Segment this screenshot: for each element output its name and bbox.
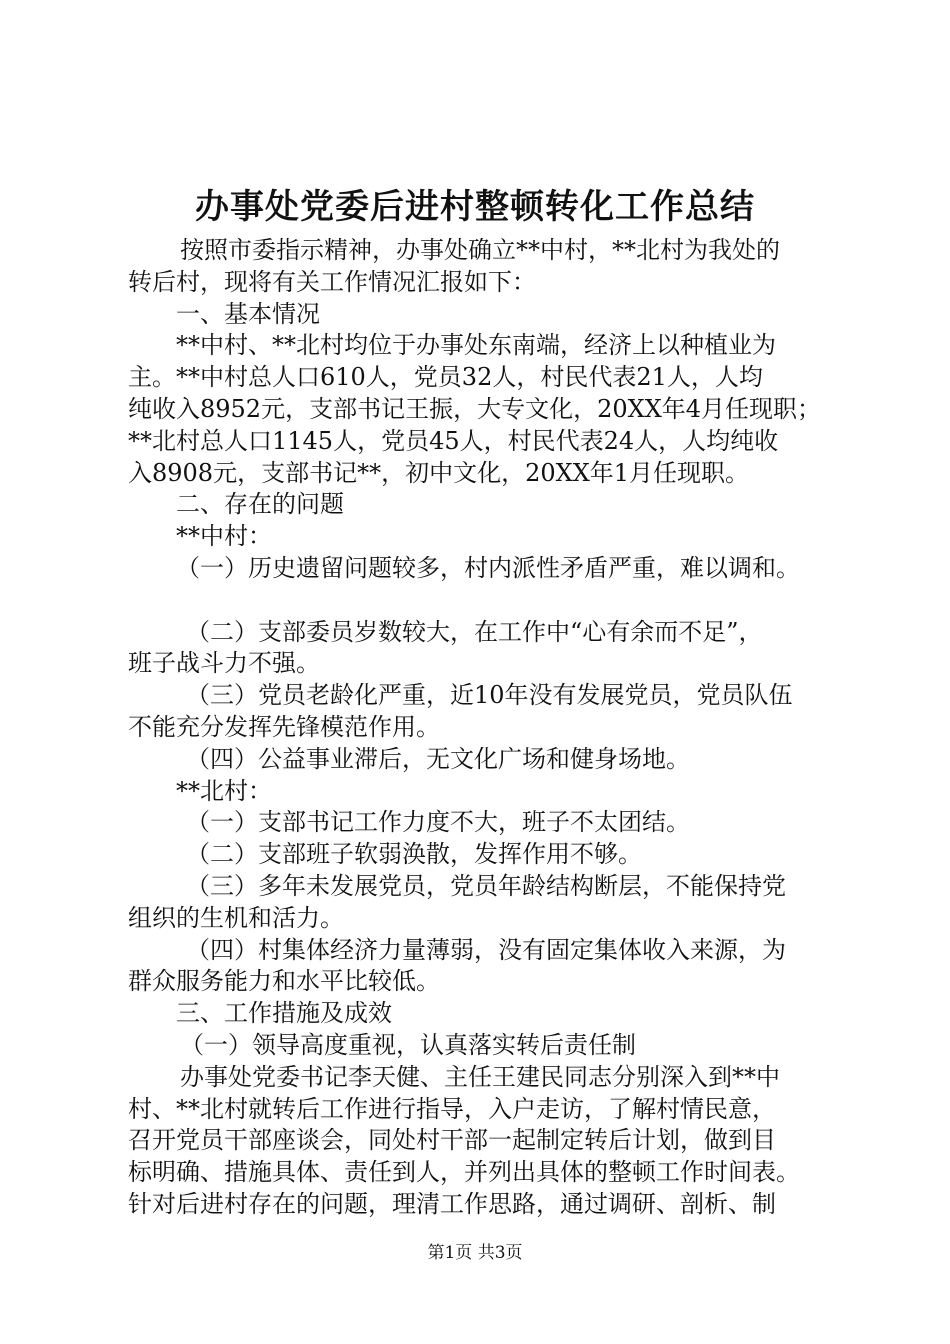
list-item: （四）公益事业滞后，无文化广场和健身场地。 [186,744,690,773]
list-item: （四）村集体经济力量薄弱，没有固定集体收入来源，为 [186,935,786,964]
section-heading: 三、工作措施及成效 [176,999,392,1028]
blank-line [128,585,848,617]
paragraph-line: 组织的生机和活力。 [128,903,344,932]
paragraph-line: 村、**北村就转后工作进行指导，入户走访，了解村情民意， [128,1094,776,1123]
paragraph-line: 班子战斗力不强。 [128,649,320,678]
paragraph-line: 转后村，现将有关工作情况汇报如下： [128,267,536,296]
list-item: （三）党员老龄化严重，近10年没有发展党员，党员队伍 [186,681,793,710]
paragraph-line: 纯收入8952元，支部书记王振，大专文化，20XX年4月任现职； [128,394,822,423]
paragraph-line: 按照市委指示精神，办事处确立**中村，**北村为我处的 [180,236,780,264]
paragraph-line: **北村总人口1145人，党员45人，村民代表24人，人均纯收 [128,426,779,455]
document-title: 办事处党委后进村整顿转化工作总结 [195,187,755,227]
paragraph-line: 标明确、措施具体、责任到人，并列出具体的整顿工作时间表。 [128,1158,800,1187]
section-heading: 二、存在的问题 [176,490,344,519]
list-item: （一）领导高度重视，认真落实转后责任制 [180,1030,636,1059]
list-item: （一）历史遗留问题较多，村内派性矛盾严重，难以调和。 [176,553,800,582]
paragraph-line: 办事处党委书记李天健、主任王建民同志分别深入到**中 [180,1062,780,1091]
paragraph-line: 入8908元，支部书记**，初中文化，20XX年1月任现职。 [128,458,750,487]
page-footer: 第1页 共3页 [427,1243,523,1263]
paragraph-line: 群众服务能力和水平比较低。 [128,967,440,996]
paragraph-line: 不能充分发挥先锋模范作用。 [128,712,440,741]
paragraph-line: 主。**中村总人口610人，党员32人，村民代表21人，人均 [128,363,763,392]
document-body [128,235,848,1221]
paragraph-line: **中村、**北村均位于办事处东南端，经济上以种植业为 [176,331,776,360]
list-item: （二）支部班子软弱涣散，发挥作用不够。 [186,840,642,869]
list-item: （二）支部委员岁数较大，在工作中“心有余而不足”， [186,617,763,646]
list-item: （一）支部书记工作力度不大，班子不太团结。 [186,808,690,837]
subsection-heading: **北村： [176,776,272,805]
section-heading: 一、基本情况 [176,299,320,328]
paragraph-line: 召开党员干部座谈会，同处村干部一起制定转后计划，做到目 [128,1126,776,1155]
paragraph-line: 针对后进村存在的问题，理清工作思路，通过调研、剖析、制 [128,1189,776,1218]
list-item: （三）多年未发展党员，党员年龄结构断层，不能保持党 [186,871,786,900]
subsection-heading: **中村： [176,522,272,551]
